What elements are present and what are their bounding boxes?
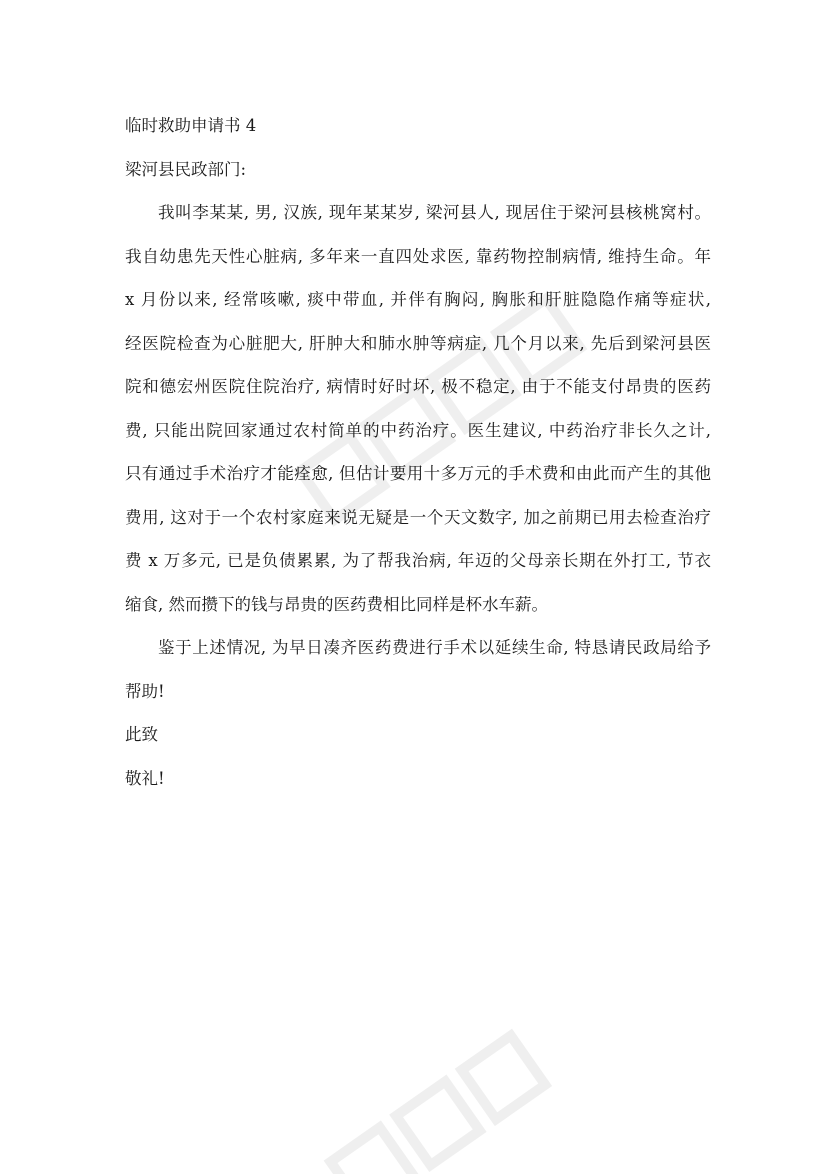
paragraph-2-line: 鉴于上述情况, 为早日凑齐医药费进行手术以延续生命, 特恳请民政局给予 [158, 638, 711, 657]
closing-salutation: 敬礼! [125, 768, 165, 788]
paragraph-1-line: 我叫李某某, 男, 汉族, 现年某某岁, 梁河县人, 现居住于梁河县核桃窝村。 [158, 203, 711, 222]
paragraph-1-line: 费, 只能出院回家通过农村简单的中药治疗。医生建议, 中药治疗非长久之计, [125, 420, 711, 440]
letter-body [125, 104, 711, 800]
letter-title: 临时救助申请书 4 [125, 116, 257, 135]
paragraph-1-line: 费 x 万多元, 已是负债累累, 为了帮我治病, 年迈的父母亲长期在外打工, 节衣 [125, 551, 711, 570]
paragraph-1-line: x 月份以来, 经常咳嗽, 痰中带血, 并伴有胸闷, 胸胀和肝脏隐隐作痛等症状, [125, 290, 711, 309]
paragraph-1-line: 费用, 这对于一个农村家庭来说无疑是一个天文数字, 加之前期已用去检查治疗 [125, 507, 711, 527]
paragraph-1-line: 我自幼患先天性心脏病, 多年来一直四处求医, 靠药物控制病情, 维持生命。年 [125, 246, 711, 266]
paragraph-1-line: 经医院检查为心脏肥大, 肝肿大和肺水肿等病症, 几个月以来, 先后到梁河县医 [125, 333, 711, 353]
letter-recipient: 梁河县民政部门: [125, 159, 247, 179]
paragraph-1-line: 只有通过手术治疗才能痊愈, 但估计要用十多万元的手术费和由此而产生的其他 [125, 464, 711, 483]
closing-phrase: 此致 [125, 725, 158, 744]
paragraph-1-line: 院和德宏州医院住院治疗, 病情时好时坏, 极不稳定, 由于不能支付昂贵的医药 [125, 377, 711, 396]
paragraph-1-line: 缩食, 然而攒下的钱与昂贵的医药费相比同样是杯水车薪。 [125, 594, 548, 614]
paragraph-2-line: 帮助! [125, 681, 165, 701]
